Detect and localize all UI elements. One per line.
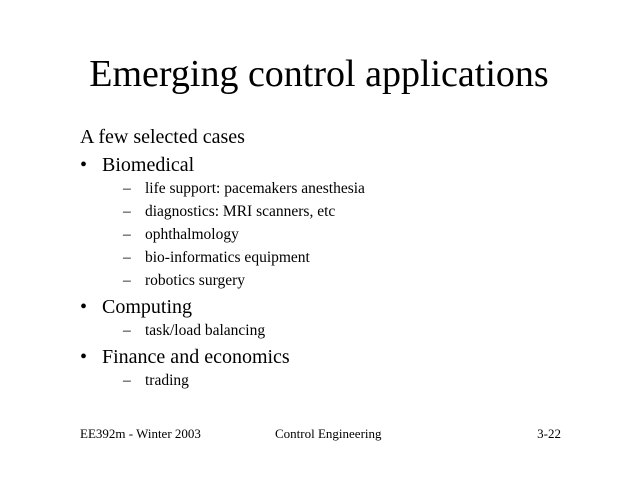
dash-icon: – xyxy=(123,372,131,389)
sub-item xyxy=(80,223,620,246)
slide-title: Emerging control applications xyxy=(89,53,549,95)
bullet-label: Finance and economics xyxy=(102,346,290,368)
bullet-finance xyxy=(80,345,620,369)
sub-item xyxy=(80,269,620,292)
sub-item-text: life support: pacemakers anesthesia xyxy=(145,180,365,197)
bullet-icon: • xyxy=(80,154,88,176)
sub-item-text: diagnostics: MRI scanners, etc xyxy=(145,203,336,220)
bullet-label: Computing xyxy=(102,296,193,318)
sub-item xyxy=(80,177,620,200)
dash-icon: – xyxy=(123,203,131,220)
intro-text: A few selected cases xyxy=(80,126,245,148)
sub-item xyxy=(80,246,620,269)
sub-item-text: trading xyxy=(145,372,189,389)
bullet-computing xyxy=(80,295,620,319)
sub-item-text: robotics surgery xyxy=(145,272,246,289)
dash-icon: – xyxy=(123,272,131,289)
sub-item xyxy=(80,200,620,223)
sub-item xyxy=(80,319,620,342)
dash-icon: – xyxy=(123,226,131,243)
dash-icon: – xyxy=(123,249,131,266)
bullet-biomedical xyxy=(80,153,620,177)
footer-subject: Control Engineering xyxy=(275,426,382,441)
sub-item-text: bio-informatics equipment xyxy=(145,249,310,266)
slide-body xyxy=(80,125,620,392)
dash-icon: – xyxy=(123,322,131,339)
bullet-icon: • xyxy=(80,296,88,318)
sub-item xyxy=(80,369,620,392)
sub-item-text: task/load balancing xyxy=(145,322,266,339)
sub-item-text: ophthalmology xyxy=(145,226,239,243)
dash-icon: – xyxy=(123,180,131,197)
bullet-icon: • xyxy=(80,346,88,368)
footer-page-number: 3-22 xyxy=(537,426,561,441)
footer-course: EE392m - Winter 2003 xyxy=(80,426,201,441)
bullet-label: Biomedical xyxy=(102,154,195,176)
